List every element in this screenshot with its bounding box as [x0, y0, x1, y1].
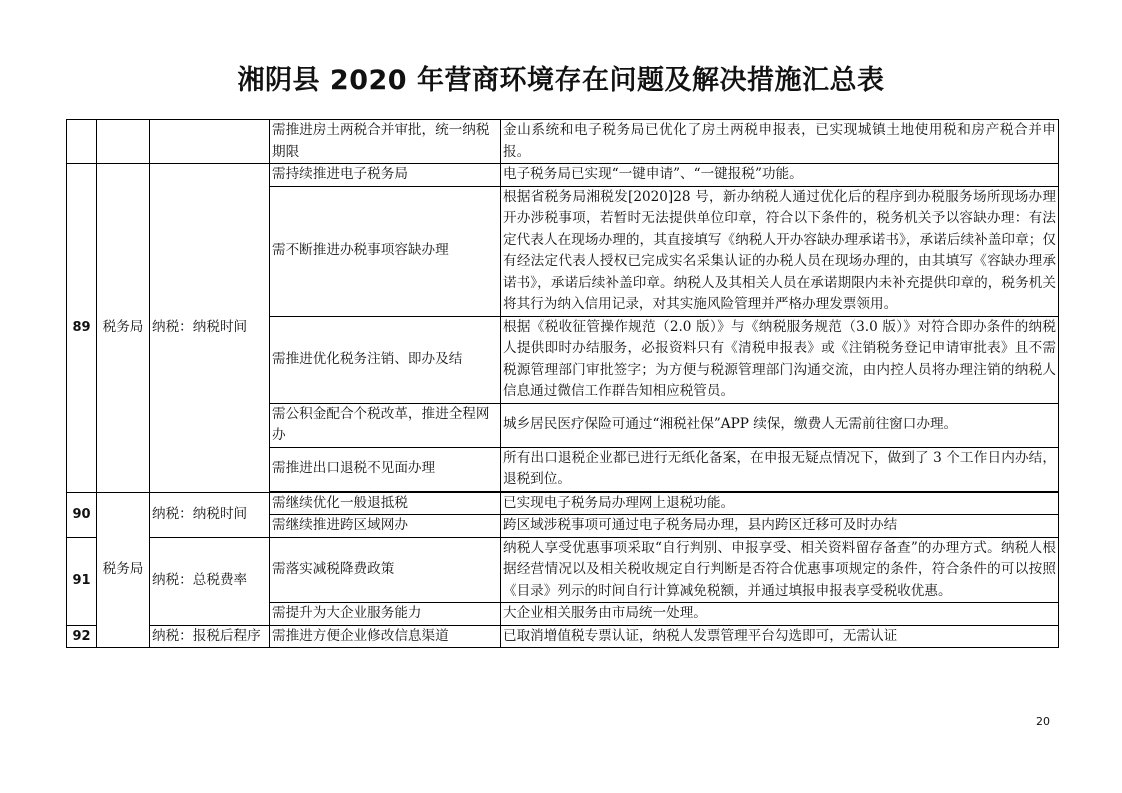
- solution-cell: 大企业相关服务由市局统一处理。: [501, 603, 1059, 626]
- page-title: 湘阴县 2020 年营商环境存在问题及解决措施汇总表: [237, 65, 885, 96]
- solution-cell: 根据《税收征管操作规范（2.0 版）》与《纳税服务规范（3.0 版）》对符合即办条件的纳税人提供即时办结服务，必报资料只有《清税申报表》或《注销税务登记申请审批表》且不需税源管理部门审批签字；为方便与税源管理部门沟通交流，由内控人员将办理注销的纳税人信息通过微信工作群告知相应税管员。: [501, 316, 1059, 403]
- problem-cell: 需持续推进电子税务局: [270, 164, 501, 187]
- summary-table: [66, 119, 1059, 648]
- solution-cell: 城乡居民医疗保险可通过“湘税社保”APP 续保，缴费人无需前往窗口办理。: [501, 403, 1059, 447]
- problem-cell: 需不断推进办税事项容缺办理: [270, 186, 501, 316]
- category-cell: 纳税：纳税时间: [150, 492, 270, 537]
- table-row: [67, 537, 1059, 603]
- problem-cell: 需公积金配合个税改革，推进全程网办: [270, 403, 501, 447]
- table-row: [67, 164, 1059, 187]
- page-number: 20: [1036, 715, 1050, 728]
- problem-cell: 需继续优化一般退抵税: [270, 492, 501, 515]
- row-number: 90: [67, 492, 97, 537]
- problem-cell: 需推进房土两税合并审批，统一纳税期限: [270, 120, 501, 164]
- table-row: [67, 625, 1059, 648]
- department-cell: 税务局: [97, 492, 150, 648]
- row-number: [67, 120, 97, 164]
- solution-cell: 根据省税务局湘税发[2020]28 号，新办纳税人通过优化后的程序到办税服务场所现场办理开办涉税事项，若暂时无法提供单位印章，符合以下条件的，税务机关予以容缺办理：有法定代表人在现场办理的，其直接填写《纳税人开办容缺办理承诺书》，承诺后续补盖印章；仅有经法定代表人授权已完成实名采集认证的办税人员在现场办理的，由其填写《容缺办理承诺书》，承诺后续补盖印章。纳税人及其相关人员在承诺期限内未补充提供印章的，税务机关将其行为纳入信用记录，对其实施风险管理并严格办理发票领用。: [501, 186, 1059, 316]
- department-cell: 税务局: [97, 164, 150, 493]
- category-cell: 纳税：纳税时间: [150, 164, 270, 493]
- table-row: [67, 120, 1059, 164]
- category-cell: 纳税：总税费率: [150, 537, 270, 625]
- problem-cell: 需提升为大企业服务能力: [270, 603, 501, 626]
- problem-cell: 需推进方便企业修改信息渠道: [270, 625, 501, 648]
- solution-cell: 所有出口退税企业都已进行无纸化备案，在申报无疑点情况下，做到了 3 个工作日内办结，退税到位。: [501, 447, 1059, 491]
- solution-cell: 金山系统和电子税务局已优化了房土两税申报表，已实现城镇土地使用税和房产税合并申报。: [501, 120, 1059, 164]
- solution-cell: 已取消增值税专票认证，纳税人发票管理平台勾选即可，无需认证: [501, 625, 1059, 648]
- row-number: 91: [67, 537, 97, 625]
- problem-cell: 需落实减税降费政策: [270, 537, 501, 603]
- solution-cell: 跨区域涉税事项可通过电子税务局办理，县内跨区迁移可及时办结: [501, 515, 1059, 538]
- solution-cell: 已实现电子税务局办理网上退税功能。: [501, 492, 1059, 515]
- row-number: 89: [67, 164, 97, 493]
- solution-cell: 电子税务局已实现“一键申请”、“一键报税”功能。: [501, 164, 1059, 187]
- problem-cell: 需继续推进跨区域网办: [270, 515, 501, 538]
- problem-cell: 需推进优化税务注销、即办及结: [270, 316, 501, 403]
- category-cell: [150, 120, 270, 164]
- solution-cell: 纳税人享受优惠事项采取“自行判别、申报享受、相关资料留存备查”的办理方式。纳税人根据经营情况以及相关税收规定自行判断是否符合优惠事项规定的条件，符合条件的可以按照《目录》列示的时间自行计算减免税额，并通过填报申报表享受税收优惠。: [501, 537, 1059, 603]
- row-number: 92: [67, 625, 97, 648]
- table-row: [67, 492, 1059, 515]
- category-cell: 纳税：报税后程序: [150, 625, 270, 648]
- department-cell: [97, 120, 150, 164]
- problem-cell: 需推进出口退税不见面办理: [270, 447, 501, 491]
